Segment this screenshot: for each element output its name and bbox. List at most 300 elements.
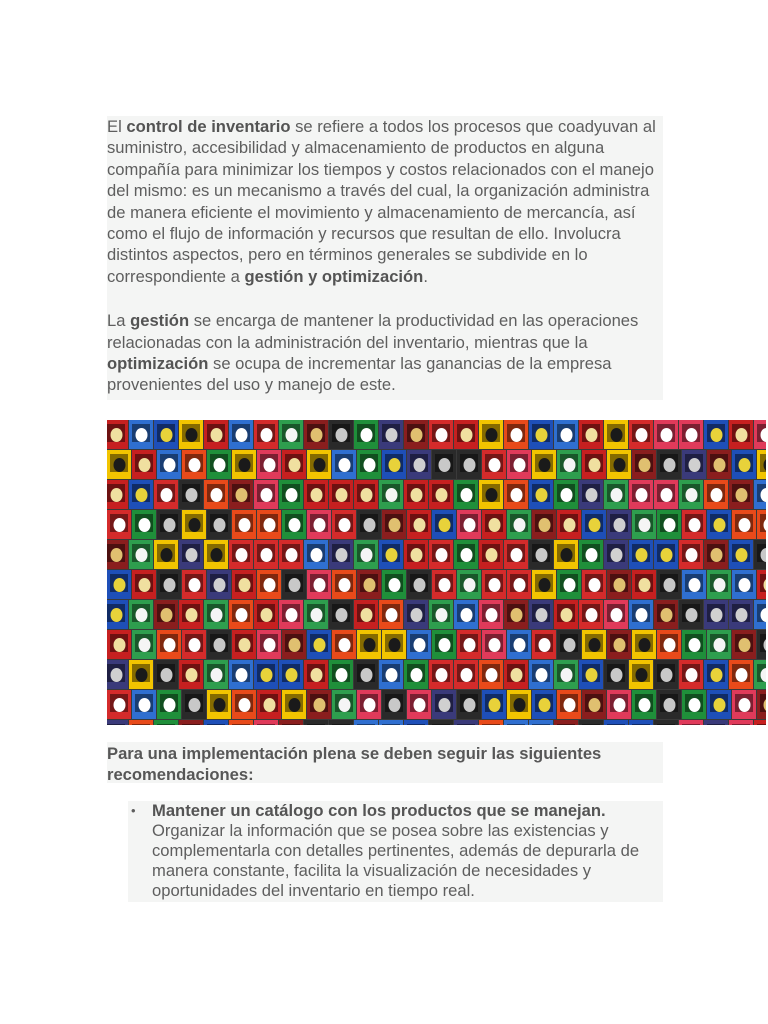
crate [507,570,531,599]
crate [204,600,228,629]
crate [154,420,178,449]
crate [504,660,528,689]
crate [729,660,753,689]
intro-paragraph-2 [107,310,663,396]
crate [229,660,253,689]
crate [229,480,253,509]
crate [654,720,678,725]
crate [532,570,556,599]
crate [129,600,153,629]
crate [754,720,766,725]
crate [382,570,406,599]
crate [182,450,206,479]
p1-text-c: se refiere a todos los procesos que coadyuvan al suministro, accesibilidad y almacenamiento de productos en alguna compañía para minimizar los tiempos y costos relacionados con el manejo del mismo: es un mecanismo a través del cual, la organización administra de manera eficiente el movimiento y almacenamiento de mercancía, así como el flujo de información y recursos que resultan de ello. Involucra distintos aspectos, pero en términos generales se subdivide en lo correspondiente a [107,117,656,286]
crate [129,540,153,569]
crate [454,720,478,725]
crate [307,630,331,659]
recommendations-heading: Para una implementación plena se deben seguir las siguientes recomendaciones: [107,744,602,784]
crate [107,630,131,659]
crate [507,690,531,719]
crate [607,690,631,719]
crate [732,510,756,539]
crate [204,420,228,449]
crate [457,450,481,479]
crate [407,510,431,539]
crate [482,510,506,539]
crate [107,570,131,599]
crate [629,480,653,509]
crate [279,420,303,449]
crate [282,690,306,719]
crate [107,600,128,629]
crate [657,510,681,539]
crate [554,540,578,569]
crate [604,480,628,509]
crate [107,510,131,539]
crate [257,510,281,539]
crate [629,600,653,629]
crate [504,480,528,509]
crate [357,510,381,539]
p1-bold-term: control de inventario [126,117,291,136]
crate [229,540,253,569]
crate [629,720,653,725]
crate [482,630,506,659]
crate [507,510,531,539]
intro-section [107,116,663,400]
crate [529,660,553,689]
crate [704,420,728,449]
crate [207,570,231,599]
crate [429,660,453,689]
crate [729,480,753,509]
crate [579,480,603,509]
crate [554,480,578,509]
crate [682,630,706,659]
crate [354,720,378,725]
bullet-icon: • [131,803,136,818]
crate [554,720,578,725]
crate [282,630,306,659]
crate [407,630,431,659]
crate [154,540,178,569]
crate [329,420,353,449]
crate [254,480,278,509]
crate [204,720,228,725]
crate [304,600,328,629]
crate [357,690,381,719]
crate [707,450,731,479]
crate [532,450,556,479]
crate [132,450,156,479]
crate [654,420,678,449]
crate [432,510,456,539]
recommendations-list [128,801,663,901]
crate [379,480,403,509]
crate [579,660,603,689]
crate [429,420,453,449]
crate [329,540,353,569]
crate [757,450,766,479]
crate [604,600,628,629]
crate [557,450,581,479]
crate [304,480,328,509]
crate [329,720,353,725]
crate [682,570,706,599]
crate [632,570,656,599]
crate [582,510,606,539]
crate [654,600,678,629]
crate [254,540,278,569]
crate [179,420,203,449]
crate [554,660,578,689]
crate [604,540,628,569]
crate [604,720,628,725]
crate [254,720,278,725]
crate [679,420,703,449]
crate [532,510,556,539]
crate [432,630,456,659]
crate [582,630,606,659]
crate [229,600,253,629]
crate [629,420,653,449]
crate [629,660,653,689]
crate [354,600,378,629]
crate [579,720,603,725]
crate [429,720,453,725]
crate [557,630,581,659]
crate [482,570,506,599]
crate [232,570,256,599]
crate [754,420,766,449]
crate [257,630,281,659]
crate [607,570,631,599]
crate [157,510,181,539]
crate [454,660,478,689]
crate [707,690,731,719]
crate [232,510,256,539]
crate [529,420,553,449]
crate [304,660,328,689]
crate [129,660,153,689]
crate [107,420,128,449]
p1-bold-term-2: gestión y optimización [244,266,424,286]
crate [432,570,456,599]
crate [329,660,353,689]
list-item [128,801,663,901]
crate [279,540,303,569]
crate [704,540,728,569]
crate [154,600,178,629]
crate [304,420,328,449]
p2-text-d: se ocupa de incrementar las ganancias de la empresa provenientes del uso y manejo de este. [107,354,612,395]
crate [182,630,206,659]
crate [479,600,503,629]
crate [107,480,128,509]
crate [407,690,431,719]
crate [757,690,766,719]
crate [457,630,481,659]
crate [407,450,431,479]
crate [607,450,631,479]
crate [529,480,553,509]
crate [132,690,156,719]
crate [229,720,253,725]
crate [604,660,628,689]
crate [357,630,381,659]
crate [454,480,478,509]
crate [107,540,128,569]
crate [429,600,453,629]
crate [379,420,403,449]
crate [232,450,256,479]
crate [304,540,328,569]
list-item-text: Organizar la información que se posea sobre las existencias y complementarla con detalles pertinentes, además de depurarla de manera constante, facilita la visualización de necesidades y oportunidades del inventario en tiempo real. [152,821,640,900]
crate [179,660,203,689]
p2-text-a: La [107,311,131,331]
crate [357,450,381,479]
crate [279,600,303,629]
crate [107,450,131,479]
crate [379,720,403,725]
crate [504,420,528,449]
crate [307,510,331,539]
crate [679,480,703,509]
crate [654,660,678,689]
crate [554,600,578,629]
crate [479,720,503,725]
crate [582,570,606,599]
crate [332,690,356,719]
crate [157,570,181,599]
crate [354,660,378,689]
crate [682,510,706,539]
crate [404,660,428,689]
crate [729,720,753,725]
crate [107,720,128,725]
crate [282,510,306,539]
crate [757,510,766,539]
crate [457,570,481,599]
crate [207,450,231,479]
crate [654,480,678,509]
crate [429,480,453,509]
crate [354,540,378,569]
crate [557,690,581,719]
crate [107,690,131,719]
crate [182,570,206,599]
crate [254,600,278,629]
crate [507,450,531,479]
crate [179,720,203,725]
crate [704,720,728,725]
crate [732,450,756,479]
crate [729,420,753,449]
crate [529,600,553,629]
crate [154,660,178,689]
crate [332,630,356,659]
crate [329,480,353,509]
crate [257,690,281,719]
crate [632,630,656,659]
crate [732,630,756,659]
crate [607,630,631,659]
crate [754,600,766,629]
crate [154,720,178,725]
crate [129,420,153,449]
crate [432,450,456,479]
crate [729,540,753,569]
crate [629,540,653,569]
crate [404,540,428,569]
crate [232,630,256,659]
crate [432,690,456,719]
p2-bold-term: gestión [130,311,190,331]
crate [554,420,578,449]
crate [532,630,556,659]
crate [482,450,506,479]
crate [254,420,278,449]
crate [632,450,656,479]
crate [379,660,403,689]
crate [129,720,153,725]
crate [732,570,756,599]
crate [304,720,328,725]
crate [232,690,256,719]
crate [407,570,431,599]
p2-text-c: se encarga de mantener la productividad en las operaciones relacionadas con la administración del inventario, mientras que la [107,311,639,352]
crate [404,420,428,449]
p1-text-d: . [423,266,428,286]
crate [582,690,606,719]
crates-illustration [107,420,766,725]
crate [182,510,206,539]
crate [179,540,203,569]
crate [354,420,378,449]
crate [107,660,128,689]
crate [707,630,731,659]
inventory-crates-photo [107,420,766,725]
crate [204,660,228,689]
crate [382,630,406,659]
crate [632,690,656,719]
crate [207,630,231,659]
crate [457,510,481,539]
crate [457,690,481,719]
crate [379,600,403,629]
recommendations-list-section [128,801,663,902]
crate [454,420,478,449]
crate [707,570,731,599]
crate [182,690,206,719]
crate [429,540,453,569]
crate [354,480,378,509]
crate [132,630,156,659]
crate [604,420,628,449]
crate [479,420,503,449]
crate [682,690,706,719]
crate [282,450,306,479]
crate [154,480,178,509]
crate [379,540,403,569]
crate [704,480,728,509]
crate [479,480,503,509]
crate [157,630,181,659]
crate [582,450,606,479]
crate [679,540,703,569]
crate [282,570,306,599]
crate [382,690,406,719]
crate [704,600,728,629]
crate [732,690,756,719]
crate [532,690,556,719]
recommendations-section [107,742,663,783]
crate [157,690,181,719]
crate [707,510,731,539]
list-item-title: Mantener un catálogo con los productos que se manejan. [152,801,606,820]
crate [307,450,331,479]
crate [129,480,153,509]
crate [557,570,581,599]
crate [454,600,478,629]
crate [579,420,603,449]
crate [404,480,428,509]
crate [179,480,203,509]
crate [257,450,281,479]
crate [132,510,156,539]
crate [479,540,503,569]
crate [682,450,706,479]
crate [657,690,681,719]
crate [679,660,703,689]
p2-bold-term-2: optimización [107,354,209,374]
crate [204,540,228,569]
crate [754,480,766,509]
crate [754,660,766,689]
crate [132,570,156,599]
crate [729,600,753,629]
crate [529,720,553,725]
crate [229,420,253,449]
crate [157,450,181,479]
crate [404,600,428,629]
crate [507,630,531,659]
crate [704,660,728,689]
crate [307,570,331,599]
crate [754,540,766,569]
crate [404,720,428,725]
crate [657,630,681,659]
crate [579,600,603,629]
crate [254,660,278,689]
crate [207,510,231,539]
crate [504,540,528,569]
crate [279,720,303,725]
crate [504,720,528,725]
p1-text-a: El [107,117,127,136]
crate [382,510,406,539]
crate [332,450,356,479]
crate [329,600,353,629]
crate [579,540,603,569]
crate [382,450,406,479]
crate [357,570,381,599]
crate [279,660,303,689]
crate [207,690,231,719]
crate [204,480,228,509]
crate [529,540,553,569]
crate [757,630,766,659]
